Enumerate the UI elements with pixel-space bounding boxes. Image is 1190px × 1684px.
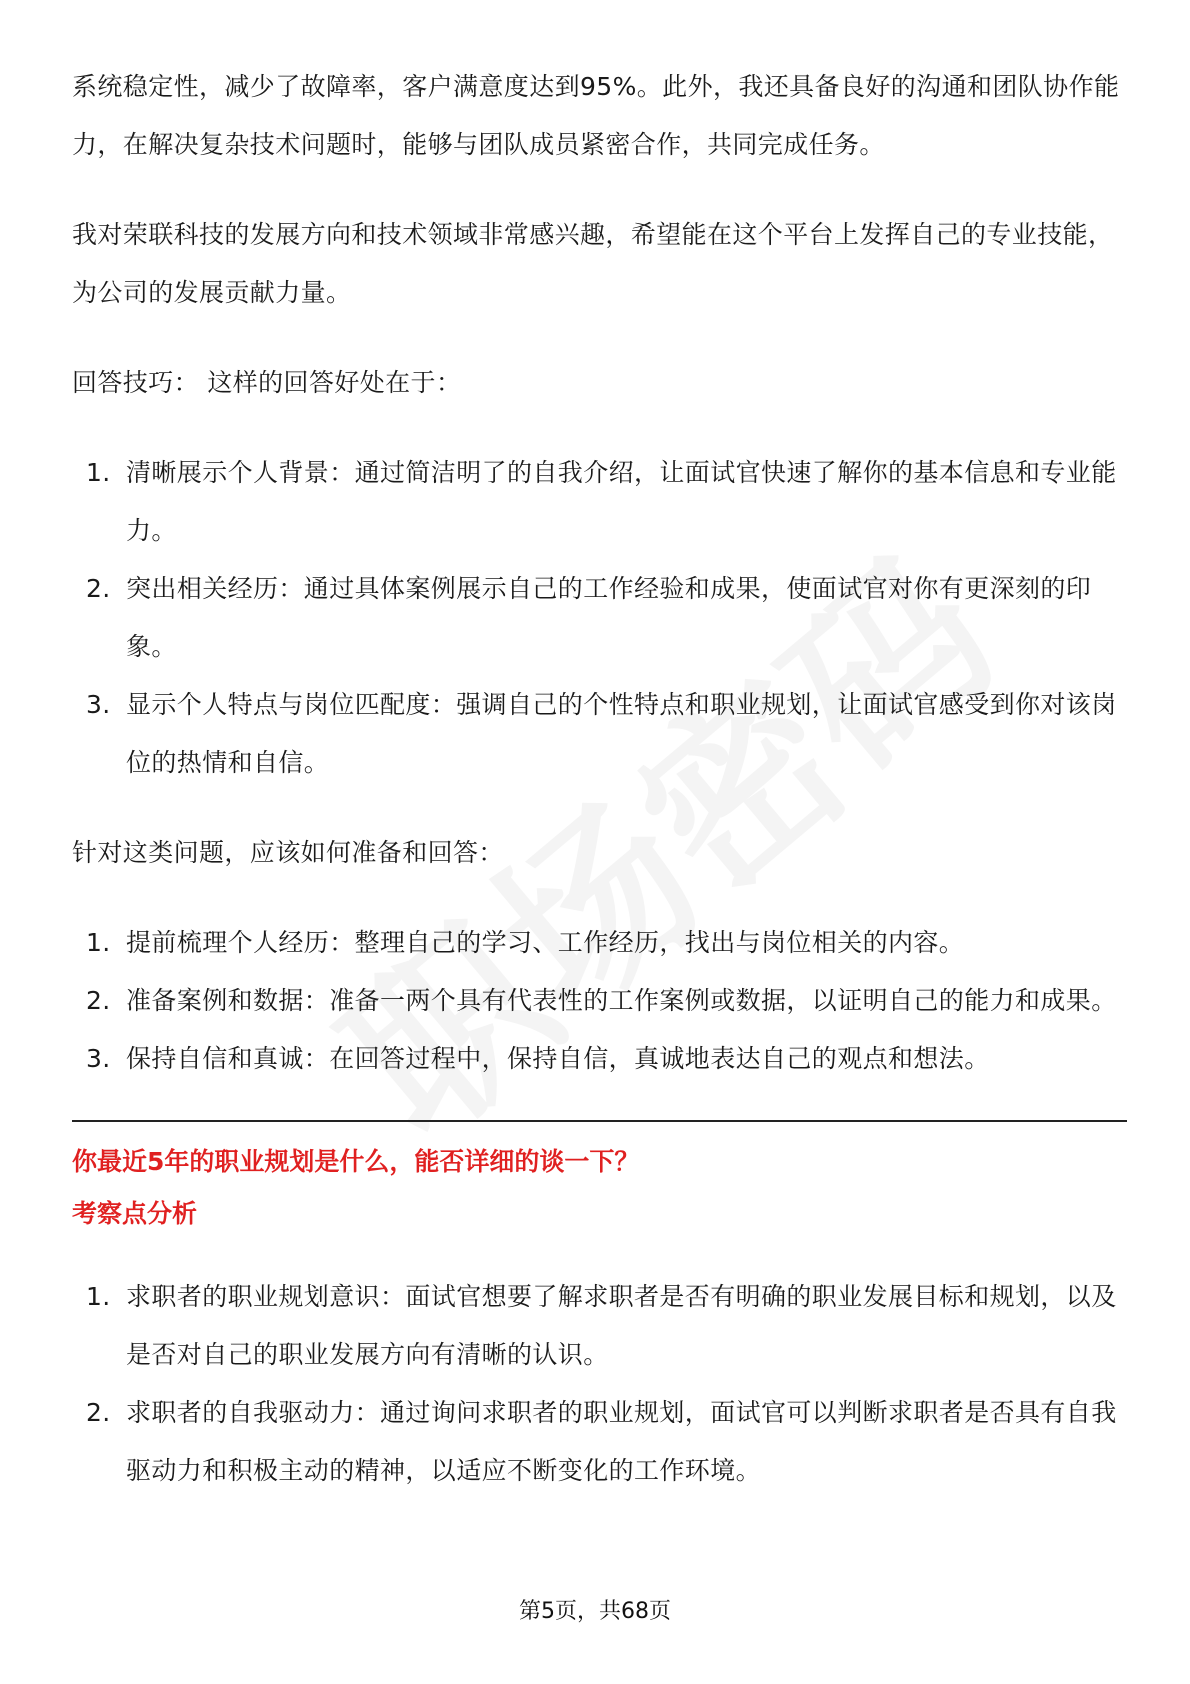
list-item [72,444,1127,560]
prep-heading: 针对这类问题，应该如何准备和回答： [72,838,504,867]
list-text: 准备案例和数据：准备一两个具有代表性的工作案例或数据，以证明自己的能力和成果。 [126,986,1117,1015]
list-text: 保持自信和真诚：在回答过程中，保持自信，真诚地表达自己的观点和想法。 [126,1044,990,1073]
list-item [72,914,1127,972]
paragraph: 我对荣联科技的发展方向和技术领域非常感兴趣，希望能在这个平台上发挥自己的专业技能，为公司的发展贡献力量。 [72,220,1114,307]
list-item [72,676,1127,792]
list-number: 3. [86,690,111,719]
list-number: 1. [86,1282,111,1311]
list-item [72,1384,1127,1500]
section-divider [72,1120,1127,1122]
tips-heading: 回答技巧： 这样的回答好处在于： [72,368,462,397]
list-item [72,972,1127,1030]
list-number: 2. [86,574,111,603]
tips-list [72,444,1127,792]
paragraph: 系统稳定性，减少了故障率，客户满意度达到95%。此外，我还具备良好的沟通和团队协作能力，在解决复杂技术问题时，能够与团队成员紧密合作，共同完成任务。 [72,72,1120,159]
analysis-list [72,1268,1127,1500]
list-text: 突出相关经历：通过具体案例展示自己的工作经验和成果，使面试官对你有更深刻的印象。 [126,574,1092,661]
list-item [72,1030,1127,1088]
list-text: 提前梳理个人经历：整理自己的学习、工作经历，找出与岗位相关的内容。 [126,928,965,957]
question-heading: 你最近5年的职业规划是什么，能否详细的谈一下？ [72,1147,640,1176]
prep-list [72,914,1127,1088]
analysis-heading: 考察点分析 [72,1199,198,1228]
list-item [72,1268,1127,1384]
document-page [72,58,1127,1532]
page-footer: 第5页，共68页 [519,1599,671,1624]
list-number: 3. [86,1044,111,1073]
list-number: 1. [86,928,111,957]
list-item [72,560,1127,676]
list-text: 显示个人特点与岗位匹配度：强调自己的个性特点和职业规划，让面试官感受到你对该岗位的热情和自信。 [126,690,1117,777]
list-number: 2. [86,986,111,1015]
list-text: 求职者的自我驱动力：通过询问求职者的职业规划，面试官可以判断求职者是否具有自我驱动力和积极主动的精神，以适应不断变化的工作环境。 [126,1398,1117,1485]
list-text: 求职者的职业规划意识：面试官想要了解求职者是否有明确的职业发展目标和规划，以及是否对自己的职业发展方向有清晰的认识。 [126,1282,1117,1369]
list-number: 2. [86,1398,111,1427]
list-number: 1. [86,458,111,487]
list-text: 清晰展示个人背景：通过简洁明了的自我介绍，让面试官快速了解你的基本信息和专业能力。 [126,458,1117,545]
